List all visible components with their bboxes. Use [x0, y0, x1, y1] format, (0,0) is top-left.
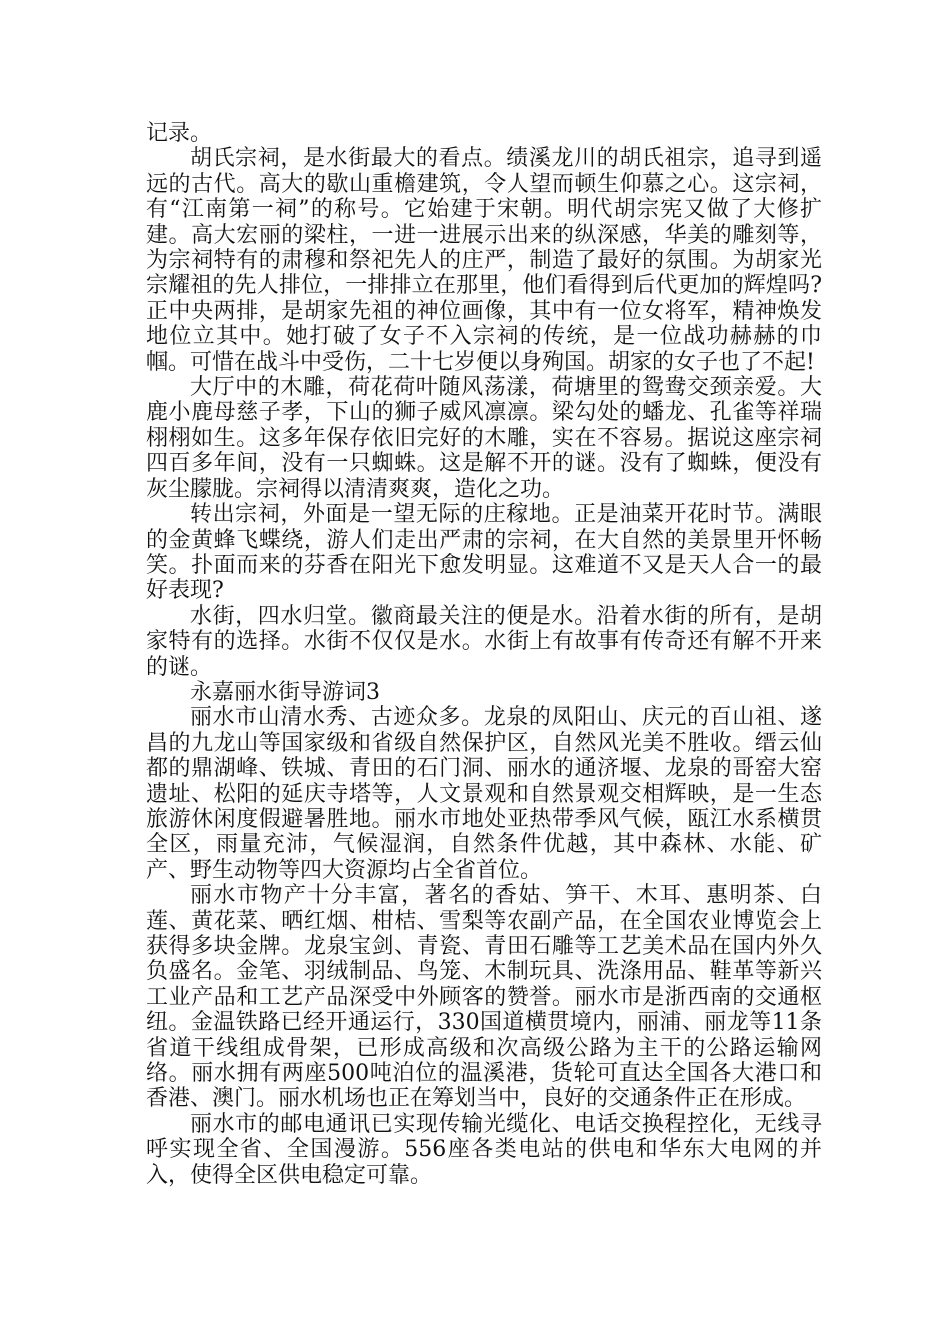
paragraph-fields: 转出宗祠，外面是一望无际的庄稼地。正是油菜开花时节。满眼的金黄蜂飞蝶绕，游人们走出严肃的宗祠，在大自然的美景里开怀畅笑。扑面而来的芬香在阳光下愈发明显。这难道不又是天人合一的最好表现?	[146, 502, 822, 604]
paragraph-lishui-products: 丽水市物产十分丰富，著名的香姑、笋干、木耳、惠明茶、白莲、黄花菜、晒红烟、柑桔、雪梨等农副产品，在全国农业博览会上获得多块金牌。龙泉宝剑、青瓷、青田石雕等工艺美术品在国内外久负盛名。金笔、羽绒制品、鸟笼、木制玩具、洗涤用品、鞋革等新兴工业产品和工艺产品深受中外顾客的赞誉。丽水市是浙西南的交通枢纽。金温铁路已经开通运行，330国道横贯境内，丽浦、丽龙等11条省道干线组成骨架，已形成高级和次高级公路为主干的公路运输网络。丽水拥有两座500吨泊位的温溪港，货轮可直达全国各大港口和香港、澳门。丽水机场也正在筹划当中，良好的交通条件正在形成。	[146, 883, 822, 1112]
document-page	[146, 121, 822, 1188]
paragraph-lishui-telecom: 丽水市的邮电通讯已实现传输光缆化、电话交换程控化，无线寻呼实现全省、全国漫游。556座各类电站的供电和华东大电网的并入，使得全区供电稳定可靠。	[146, 1111, 822, 1188]
paragraph-lishui-scenery: 丽水市山清水秀、古迹众多。龙泉的凤阳山、庆元的百山祖、遂昌的九龙山等国家级和省级自然保护区，自然风光美不胜收。缙云仙都的鼎湖峰、铁城、青田的石门洞、丽水的通济堰、龙泉的哥窑大窑遗址、松阳的延庆寺塔等，人文景观和自然景观交相辉映，是一生态旅游休闲度假避暑胜地。丽水市地处亚热带季风气候，瓯江水系横贯全区，雨量充沛，气候湿润，自然条件优越，其中森林、水能、矿产、野生动物等四大资源均占全省首位。	[146, 705, 822, 883]
paragraph-continuation: 记录。	[146, 121, 213, 146]
section-heading: 永嘉丽水街导游词3	[190, 679, 380, 705]
paragraph-hu-ancestral-hall: 胡氏宗祠，是水街最大的看点。绩溪龙川的胡氏祖宗，追寻到遥远的古代。高大的歇山重檐建筑，令人望而顿生仰慕之心。这宗祠，有“江南第一祠”的称号。它始建于宋朝。明代胡宗宪又做了大修扩建。高大宏丽的梁柱，一进一进展示出来的纵深感，华美的雕刻等，为宗祠特有的肃穆和祭祀先人的庄严，制造了最好的氛围。为胡家光宗耀祖的先人排位，一排排立在那里，他们看得到后代更加的辉煌吗?正中央两排，是胡家先祖的神位画像，其中有一位女将军，精神焕发地位立其中。她打破了女子不入宗祠的传统，是一位战功赫赫的巾帼。可惜在战斗中受伤，二十七岁便以身殉国。胡家的女子也了不起!	[146, 146, 822, 375]
paragraph-wood-carving: 大厅中的木雕，荷花荷叶随风荡漾，荷塘里的鸳鸯交颈亲爱。大鹿小鹿母慈子孝，下山的狮子威风凛凛。梁勾处的蟠龙、孔雀等祥瑞栩栩如生。这多年保存依旧完好的木雕，实在不容易。据说这座宗祠四百多年间，没有一只蜘蛛。这是解不开的谜。没有了蜘蛛，便没有灰尘朦胧。宗祠得以清清爽爽，造化之功。	[146, 375, 822, 502]
paragraph-water-street: 水街，四水归堂。徽商最关注的便是水。沿着水街的所有，是胡家特有的选择。水街不仅仅是水。水街上有故事有传奇还有解不开来的谜。	[146, 603, 822, 680]
